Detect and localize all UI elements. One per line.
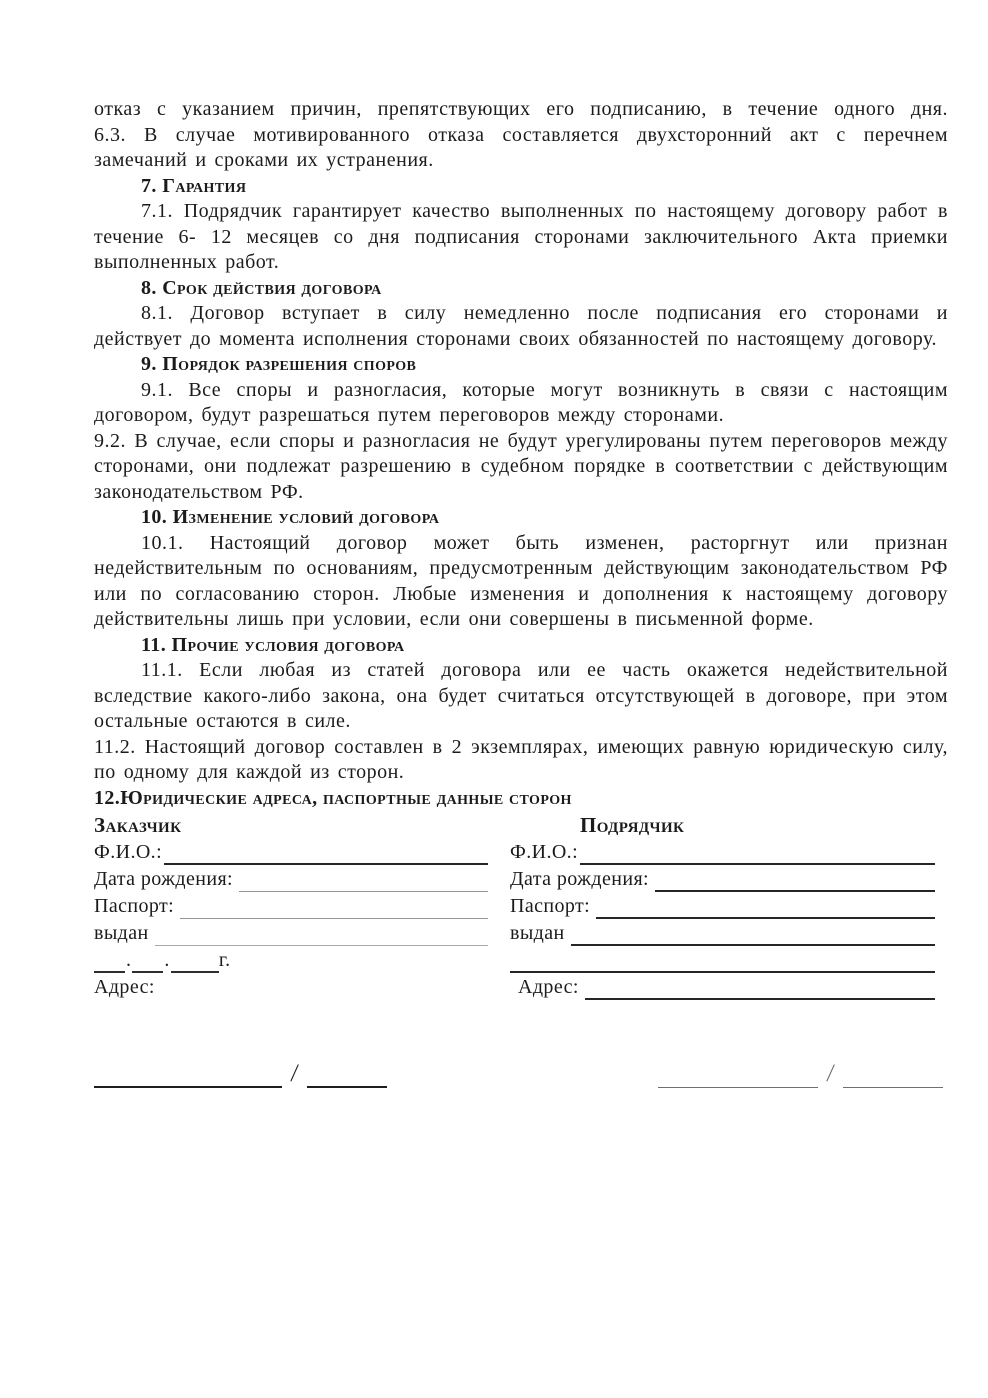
customer-fio-row <box>94 838 488 865</box>
customer-signature-slash: / <box>289 1060 300 1087</box>
contractor-address-label: Адрес: <box>518 976 579 998</box>
contractor-birthdate-blank-line <box>655 870 935 892</box>
customer-signature-block <box>94 1052 387 1088</box>
customer-passport-label: Паспорт: <box>94 895 175 917</box>
section-heading-7-guarantee: 7. Гарантия <box>141 174 247 197</box>
contractor-signature-name-line <box>843 1061 943 1088</box>
customer-date-dot2: . <box>164 949 170 971</box>
contractor-issued-continuation-row <box>510 946 935 973</box>
paragraph-6-3: 6.3. В случае мотивированного отказа составляется двухсторонний акт с перечнем замечаний и сроками их устранения. <box>94 123 948 171</box>
customer-date-year-suffix: г. <box>218 949 231 971</box>
paragraph-6-2-tail: отказ с указанием причин, препятствующих его подписанию, в течение одного дня. <box>94 98 948 120</box>
paragraph-9-1: 9.1. Все споры и разногласия, которые могут возникнуть в связи с настоящим договором, будут разрешаться путем переговоров между сторонами. <box>94 378 948 426</box>
contractor-fio-label: Ф.И.О.: <box>510 841 579 863</box>
customer-passport-blank-line <box>180 898 488 919</box>
customer-address-row <box>94 973 488 1000</box>
customer-column <box>94 811 488 1000</box>
paragraph-7-1: 7.1. Подрядчик гарантирует качество выполненных по настоящему договору работ в течение 6- 12 месяцев со дня подписания сторонами заключительного Акта приемки выполненных работ. <box>94 200 948 273</box>
contractor-passport-blank-line <box>596 897 935 919</box>
contractor-birthdate-label: Дата рождения: <box>510 868 649 890</box>
customer-signature-line <box>94 1060 282 1088</box>
contractor-fio-blank-line <box>580 843 935 865</box>
customer-issued-blank-line <box>155 925 488 946</box>
contractor-signature-line <box>658 1061 818 1088</box>
paragraph-11-2: 11.2. Настоящий договор составлен в 2 экземплярах, имеющих равную юридическую силу, по одному для каждой из сторон. <box>94 735 948 783</box>
customer-fio-label: Ф.И.О.: <box>94 841 163 863</box>
paragraph-10-1: 10.1. Настоящий договор может быть изменен, расторгнут или признан недействительным по основаниям, предусмотренным действующим законодательством РФ или по согласованию сторон. Любые изменения и дополнения к настоящему договору действительны лишь при условии, если они совершены в письменной форме. <box>94 531 948 630</box>
contractor-issued-blank-line <box>571 924 935 946</box>
section-heading-9-disputes: 9. Порядок разрешения споров <box>141 353 417 375</box>
customer-date-dot: . <box>126 949 132 971</box>
contractor-address-row <box>510 973 935 1000</box>
customer-date-day-blank <box>94 953 125 973</box>
contractor-address-blank-line <box>585 978 935 1000</box>
customer-issued-label: выдан <box>94 922 149 944</box>
contractor-signature-slash: / <box>825 1060 836 1087</box>
customer-issued-row <box>94 919 488 946</box>
parties-columns <box>94 811 948 1000</box>
customer-birthdate-label: Дата рождения: <box>94 868 233 890</box>
section-heading-11-other: 11. Прочие условия договора <box>141 633 405 656</box>
customer-birthdate-blank-line <box>239 871 488 892</box>
customer-date-month-blank <box>132 953 163 973</box>
section-heading-10-amendments: 10. Изменение условий договора <box>141 506 440 528</box>
contractor-passport-label: Паспорт: <box>510 895 591 917</box>
customer-issue-date-row <box>94 946 488 973</box>
contractor-birthdate-row <box>510 865 935 892</box>
paragraph-9-2: 9.2. В случае, если споры и разногласия не будут урегулированы путем переговоров между сторонами, они подлежат разрешению в судебном порядке в соответствии с действующим законодательством РФ. <box>94 429 948 503</box>
contractor-title: Подрядчик <box>580 813 685 837</box>
section-heading-8-term: 8. Срок действия договора <box>141 276 382 299</box>
contractor-fio-row <box>510 838 935 865</box>
contractor-issued-row <box>510 919 935 946</box>
customer-address-label: Адрес: <box>94 976 155 998</box>
contractor-issued-label: выдан <box>510 922 565 944</box>
signatures-row <box>94 1052 948 1088</box>
contractor-passport-row <box>510 892 935 919</box>
contractor-issued-continuation-line <box>510 951 935 973</box>
paragraph-8-1: 8.1. Договор вступает в силу немедленно после подписания его сторонами и действует до момента исполнения сторонами своих обязанностей по настоящему договору. <box>94 302 948 350</box>
customer-title-row <box>94 811 488 838</box>
contractor-signature-block <box>658 1052 943 1088</box>
section-heading-12-addresses: 12.Юридические адреса, паспортные данные сторон <box>94 786 572 809</box>
customer-passport-row <box>94 892 488 919</box>
customer-signature-name-line <box>307 1060 387 1088</box>
paragraph-11-1: 11.1. Если любая из статей договора или ее часть окажется недействительной вследствие какого-либо закона, она будет считаться отсутствующей в договоре, при этом остальные остаются в силе. <box>94 659 948 732</box>
contractor-title-row <box>510 811 935 838</box>
customer-birthdate-row <box>94 865 488 892</box>
customer-fio-blank-line <box>164 843 488 865</box>
contract-body <box>94 97 948 811</box>
contractor-column <box>510 811 935 1000</box>
customer-title: Заказчик <box>94 813 182 837</box>
customer-date-year-blank <box>171 953 219 973</box>
